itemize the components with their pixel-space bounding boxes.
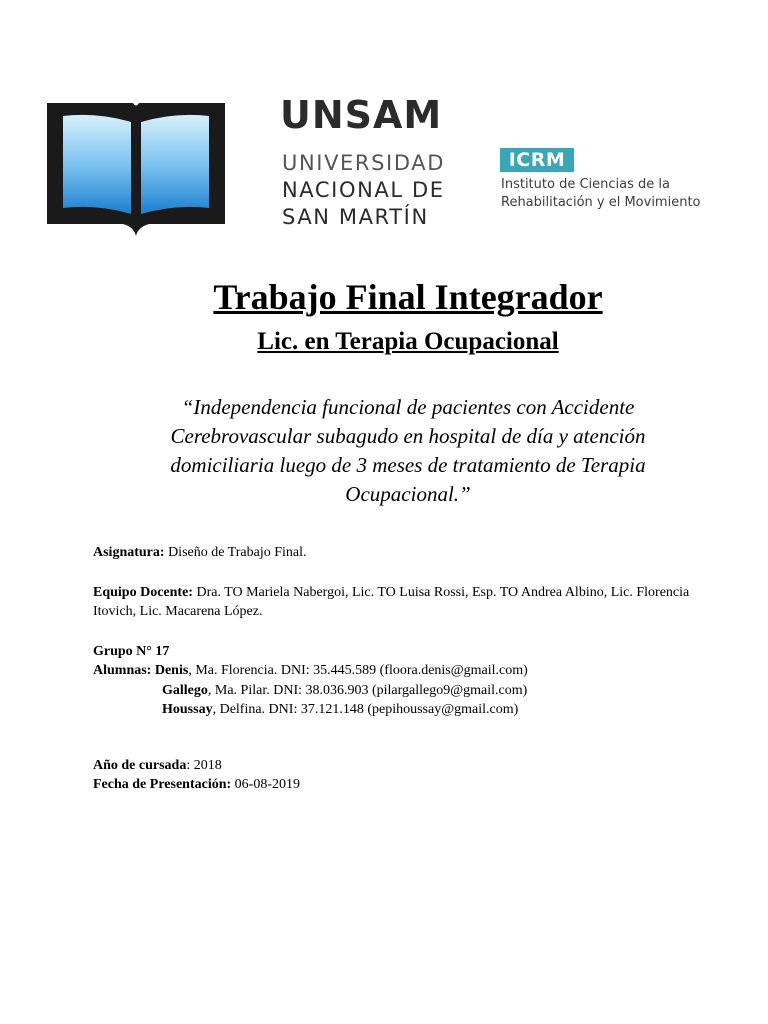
thesis-title: “Independencia funcional de pacientes con Accidente Cerebrovascular subagudo en hospital de día y atención domiciliaria luego de 3 meses de tratamiento de Terapia Ocupacional.” — [170, 395, 646, 506]
students-label: Alumnas: — [93, 663, 152, 678]
team-label: Equipo Docente: — [93, 584, 193, 600]
student-surname: Denis — [154, 663, 189, 678]
info-block — [93, 543, 713, 795]
group-line — [93, 642, 713, 662]
university-name — [282, 150, 445, 231]
date-line — [93, 775, 713, 795]
header-logos — [0, 0, 768, 250]
student-line — [93, 700, 713, 720]
subject-label: Asignatura: — [93, 545, 165, 560]
document-title: Trabajo Final Integrador — [213, 277, 603, 317]
student-surname: Gallego — [162, 682, 208, 698]
university-name-line: NACIONAL DE — [282, 178, 445, 202]
subject-value: Diseño de Trabajo Final. — [164, 545, 307, 560]
student-line — [93, 661, 713, 681]
student-surname: Houssay — [162, 702, 213, 717]
icrm-logo-badge: ICRM — [500, 148, 574, 172]
institute-name — [501, 176, 701, 212]
team-value: Dra. TO Mariela Nabergoi, Lic. TO Luisa Rossi, Esp. TO Andrea Albino, Lic. Florencia Itovich, Lic. Macarena López. — [93, 584, 690, 619]
student-details: , Delfina. DNI: 37.121.148 (pepihoussay@gmail.com) — [212, 702, 519, 717]
university-name-line: UNIVERSIDAD — [282, 151, 445, 175]
year-line — [93, 756, 713, 776]
unsam-logo-text: UNSAM — [280, 93, 443, 137]
group-number: Grupo N° 17 — [93, 643, 170, 659]
team-line — [93, 583, 713, 622]
date-value: 06-08-2019 — [231, 777, 300, 792]
subject-line — [93, 543, 713, 563]
year-label: Año de cursada — [93, 757, 187, 773]
institute-name-line: Rehabilitación y el Movimiento — [501, 195, 701, 210]
open-book-logo-icon — [45, 100, 227, 240]
university-name-line: SAN MARTÍN — [282, 205, 429, 229]
student-details: , Ma. Florencia. DNI: 35.445.589 (floora.denis@gmail.com) — [188, 663, 528, 678]
student-line — [93, 681, 713, 701]
year-value: : 2018 — [186, 757, 222, 773]
student-details: , Ma. Pilar. DNI: 38.036.903 (pilargallego9@gmail.com) — [207, 682, 528, 698]
institute-name-line: Instituto de Ciencias de la — [501, 177, 670, 192]
date-label: Fecha de Presentación: — [93, 777, 232, 792]
document-subtitle: Lic. en Terapia Ocupacional — [257, 328, 559, 355]
